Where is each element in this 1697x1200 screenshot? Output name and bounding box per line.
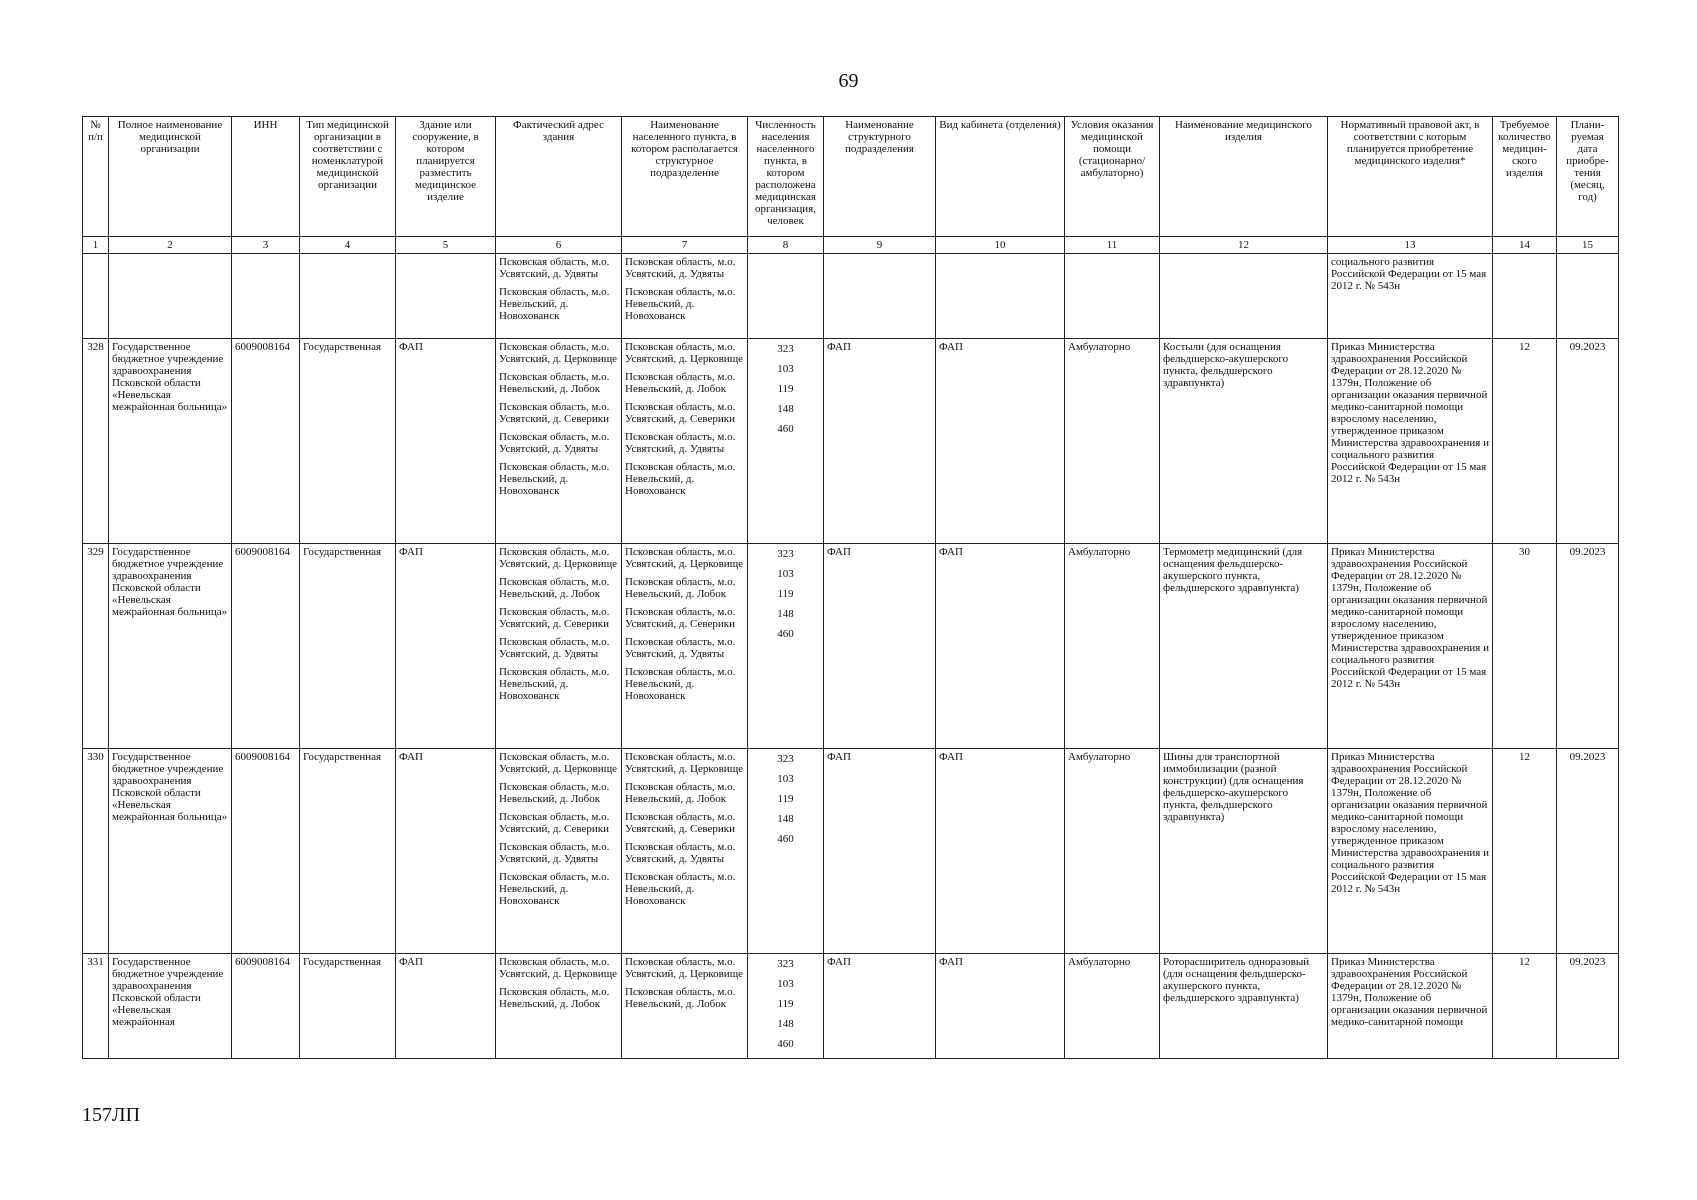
purchase-date: 09.2023 [1557,749,1619,954]
population-value: 119 [777,383,794,395]
subdivision: ФАП [824,339,936,544]
column-number: 8 [748,237,824,254]
row-number: 329 [83,544,109,749]
document-code: 157ЛП [82,1104,141,1126]
act-cell: социального развития Российской Федерации от 15 мая 2012 г. № 543н [1328,254,1493,339]
building: ФАП [396,339,496,544]
settlement: Псковская область, м.о. Усвятский, д. Церковище [625,546,744,570]
building: ФАП [396,954,496,1059]
header-cell: Наименование медицинского изделия [1160,117,1328,237]
quantity: 12 [1493,749,1557,954]
header-cell: Нормативный правовой акт, в соответствии с которым планируется приобретение медицинского изделия* [1328,117,1493,237]
header-cell: Численность населения населенного пункта, в котором расположена медицинская организация, человек [748,117,824,237]
building: ФАП [396,749,496,954]
population-value: 323 [777,753,794,765]
population-value: 103 [777,568,794,580]
subdivision: ФАП [824,749,936,954]
address: Псковская область, м.о. Невельский, д. Лобок [499,576,610,600]
column-number: 4 [300,237,396,254]
population-value: 103 [777,773,794,785]
header-cell: Условия оказания медицинской помощи (стационарно/ амбулаторно) [1065,117,1160,237]
device-name: Роторасширитель одноразовый (для оснащения фельдшерско-акушерского пункта, фельдшерского здравпункта) [1160,954,1328,1059]
column-number: 14 [1493,237,1557,254]
cell [824,254,936,339]
device-name: Костыли (для оснащения фельдшерско-акушерского пункта, фельдшерского здравпункта) [1160,339,1328,544]
header-cell: Здание или сооружение, в котором планируется разместить медицинское изделие [396,117,496,237]
cell [748,254,824,339]
settlement: Псковская область, м.о. Невельский, д. Новохованск [625,871,736,907]
cell [936,254,1065,339]
organization-name: Государственное бюджетное учреждение здравоохранения Псковской области «Невельская межрайонная больница» [109,749,232,954]
settlement: Псковская область, м.о. Невельский, д. Новохованск [625,666,736,702]
row-number: 330 [83,749,109,954]
header-cell: ИНН [232,117,300,237]
header-cell: № п/п [83,117,109,237]
organization-name: Государственное бюджетное учреждение здравоохранения Псковской области «Невельская межрайонная больница» [109,339,232,544]
care-conditions: Амбулаторно [1065,954,1160,1059]
cell [83,254,109,339]
address: Псковская область, м.о. Усвятский, д. Церковище [499,341,618,365]
header-cell: Наименование населенного пункта, в котором располагается структурное подразделение [622,117,748,237]
settlement: Псковская область, м.о. Усвятский, д. Северики [625,401,736,425]
legal-act: Приказ Министерства здравоохранения Российской Федерации от 28.12.2020 № 1379н, Положение об организации оказания первичной медико-санитарной помощи взрослому населению, утвержденное приказом Министерства здравоохранения и социального развития Российской Федерации от 15 мая 2012 г. № 543н [1328,339,1493,544]
population-cell [748,544,824,749]
address: Псковская область, м.о. Усвятский, д. Северики [499,811,610,835]
settlement: Псковская область, м.о. Усвятский, д. Северики [625,606,736,630]
care-conditions: Амбулаторно [1065,544,1160,749]
population-value: 119 [777,998,794,1010]
settlement: Псковская область, м.о. Усвятский, д. Удвяты [625,841,736,865]
column-number: 1 [83,237,109,254]
population-value: 460 [777,833,794,845]
address: Псковская область, м.о. Усвятский, д. Церковище [499,956,618,980]
inn: 6009008164 [232,954,300,1059]
address-cell [496,954,622,1059]
subdivision: ФАП [824,544,936,749]
address-cell [496,339,622,544]
population-value: 148 [777,813,794,825]
column-number: 10 [936,237,1065,254]
population-value: 460 [777,628,794,640]
settlement: Псковская область, м.о. Невельский, д. Лобок [625,576,736,600]
column-number: 9 [824,237,936,254]
address: Псковская область, м.о. Невельский, д. Новохованск [499,871,610,907]
population-value: 148 [777,608,794,620]
column-number: 5 [396,237,496,254]
address: Псковская область, м.о. Невельский, д. Новохованск [499,461,610,497]
settlement: Псковская область, м.о. Невельский, д. Лобок [625,371,736,395]
column-number: 6 [496,237,622,254]
purchase-date: 09.2023 [1557,544,1619,749]
inn: 6009008164 [232,544,300,749]
column-number: 2 [109,237,232,254]
address: Псковская область, м.о. Невельский, д. Новохованск [499,286,610,322]
row-number: 331 [83,954,109,1059]
cell [1493,254,1557,339]
quantity: 12 [1493,339,1557,544]
cabinet-type: ФАП [936,544,1065,749]
population-value: 119 [777,793,794,805]
header-cell: Требуемое количество медицин-ского изделия [1493,117,1557,237]
column-number: 12 [1160,237,1328,254]
population-cell [748,339,824,544]
organization-type: Государственная [300,339,396,544]
address: Псковская область, м.о. Усвятский, д. Удвяты [499,636,610,660]
address: Псковская область, м.о. Невельский, д. Лобок [499,371,610,395]
settlement: Псковская область, м.о. Невельский, д. Новохованск [625,286,736,322]
building: ФАП [396,544,496,749]
header-cell: Фактический адрес здания [496,117,622,237]
organization-type: Государственная [300,954,396,1059]
header-cell: Вид кабинета (отделения) [936,117,1065,237]
subdivision: ФАП [824,954,936,1059]
settlement: Псковская область, м.о. Усвятский, д. Церковище [625,751,744,775]
settlement-cell [622,749,748,954]
population-value: 148 [777,403,794,415]
inn: 6009008164 [232,339,300,544]
population-value: 103 [777,978,794,990]
address: Псковская область, м.о. Усвятский, д. Церковище [499,751,618,775]
population-value: 323 [777,548,794,560]
quantity: 12 [1493,954,1557,1059]
population-value: 460 [777,1038,794,1050]
address: Псковская область, м.о. Усвятский, д. Удвяты [499,841,610,865]
address-cell [496,254,622,339]
population-value: 323 [777,958,794,970]
cabinet-type: ФАП [936,339,1065,544]
organization-type: Государственная [300,544,396,749]
purchase-date: 09.2023 [1557,339,1619,544]
settlement: Псковская область, м.о. Невельский, д. Лобок [625,986,736,1010]
table-row [83,954,1619,1059]
care-conditions: Амбулаторно [1065,749,1160,954]
address: Псковская область, м.о. Невельский, д. Лобок [499,781,610,805]
address: Псковская область, м.о. Усвятский, д. Удвяты [499,431,610,455]
organization-name: Государственное бюджетное учреждение здравоохранения Псковской области «Невельская межрайонная больница» [109,544,232,749]
column-number: 15 [1557,237,1619,254]
legal-act: Приказ Министерства здравоохранения Российской Федерации от 28.12.2020 № 1379н, Положение об организации оказания первичной медико-санитарной помощи [1328,954,1493,1059]
header-row [83,117,1619,237]
population-value: 119 [777,588,794,600]
cell [109,254,232,339]
cell [1557,254,1619,339]
table-row [83,749,1619,954]
row-number: 328 [83,339,109,544]
page-number: 69 [838,70,859,92]
inn: 6009008164 [232,749,300,954]
population-cell [748,749,824,954]
header-cell: Наименование структурного подразделения [824,117,936,237]
address: Псковская область, м.о. Невельский, д. Лобок [499,986,610,1010]
carryover-row [83,254,1619,339]
population-value: 103 [777,363,794,375]
column-number: 13 [1328,237,1493,254]
header-cell: Полное наименование медицинской организации [109,117,232,237]
settlement: Псковская область, м.о. Усвятский, д. Удвяты [625,256,736,280]
settlement-cell [622,544,748,749]
cell [1160,254,1328,339]
organization-name: Государственное бюджетное учреждение здравоохранения Псковской области «Невельская межрайонная [109,954,232,1059]
care-conditions: Амбулаторно [1065,339,1160,544]
organization-type: Государственная [300,749,396,954]
cell [232,254,300,339]
address: Псковская область, м.о. Усвятский, д. Церковище [499,546,618,570]
settlement: Псковская область, м.о. Усвятский, д. Церковище [625,956,744,980]
address: Псковская область, м.о. Усвятский, д. Северики [499,606,610,630]
settlement-cell [622,254,748,339]
settlement: Псковская область, м.о. Невельский, д. Лобок [625,781,736,805]
cell [1065,254,1160,339]
cell [396,254,496,339]
purchase-date: 09.2023 [1557,954,1619,1059]
cell [300,254,396,339]
population-cell [748,954,824,1059]
column-number-row [83,237,1619,254]
population-value: 148 [777,1018,794,1030]
address-cell [496,544,622,749]
settlement: Псковская область, м.о. Усвятский, д. Церковище [625,341,744,365]
column-number: 3 [232,237,300,254]
legal-act: Приказ Министерства здравоохранения Российской Федерации от 28.12.2020 № 1379н, Положение об организации оказания первичной медико-санитарной помощи взрослому населению, утвержденное приказом Министерства здравоохранения и социального развития Российской Федерации от 15 мая 2012 г. № 543н [1328,544,1493,749]
device-name: Термометр медицинский (для оснащения фельдшерско-акушерского пункта, фельдшерского здравпункта) [1160,544,1328,749]
settlement-cell [622,954,748,1059]
quantity: 30 [1493,544,1557,749]
header-cell: Плани-руемая дата приобре-тения (месяц, год) [1557,117,1619,237]
column-number: 7 [622,237,748,254]
population-value: 460 [777,423,794,435]
settlement: Псковская область, м.о. Усвятский, д. Удвяты [625,431,736,455]
address: Псковская область, м.о. Невельский, д. Новохованск [499,666,610,702]
address: Псковская область, м.о. Усвятский, д. Северики [499,401,610,425]
device-table [82,116,1619,1059]
settlement: Псковская область, м.о. Невельский, д. Новохованск [625,461,736,497]
device-name: Шины для транспортной иммобилизации (разной конструкции) (для оснащения фельдшерско-акушерского пункта, фельдшерского здравпункта) [1160,749,1328,954]
cabinet-type: ФАП [936,954,1065,1059]
address: Псковская область, м.о. Усвятский, д. Удвяты [499,256,610,280]
settlement-cell [622,339,748,544]
population-value: 323 [777,343,794,355]
address-cell [496,749,622,954]
cabinet-type: ФАП [936,749,1065,954]
settlement: Псковская область, м.о. Усвятский, д. Северики [625,811,736,835]
table-row [83,339,1619,544]
table-row [83,544,1619,749]
header-cell: Тип медицинской организации в соответствии с номенклатурой медицинской организации [300,117,396,237]
column-number: 11 [1065,237,1160,254]
settlement: Псковская область, м.о. Усвятский, д. Удвяты [625,636,736,660]
legal-act: Приказ Министерства здравоохранения Российской Федерации от 28.12.2020 № 1379н, Положение об организации оказания первичной медико-санитарной помощи взрослому населению, утвержденное приказом Министерства здравоохранения и социального развития Российской Федерации от 15 мая 2012 г. № 543н [1328,749,1493,954]
